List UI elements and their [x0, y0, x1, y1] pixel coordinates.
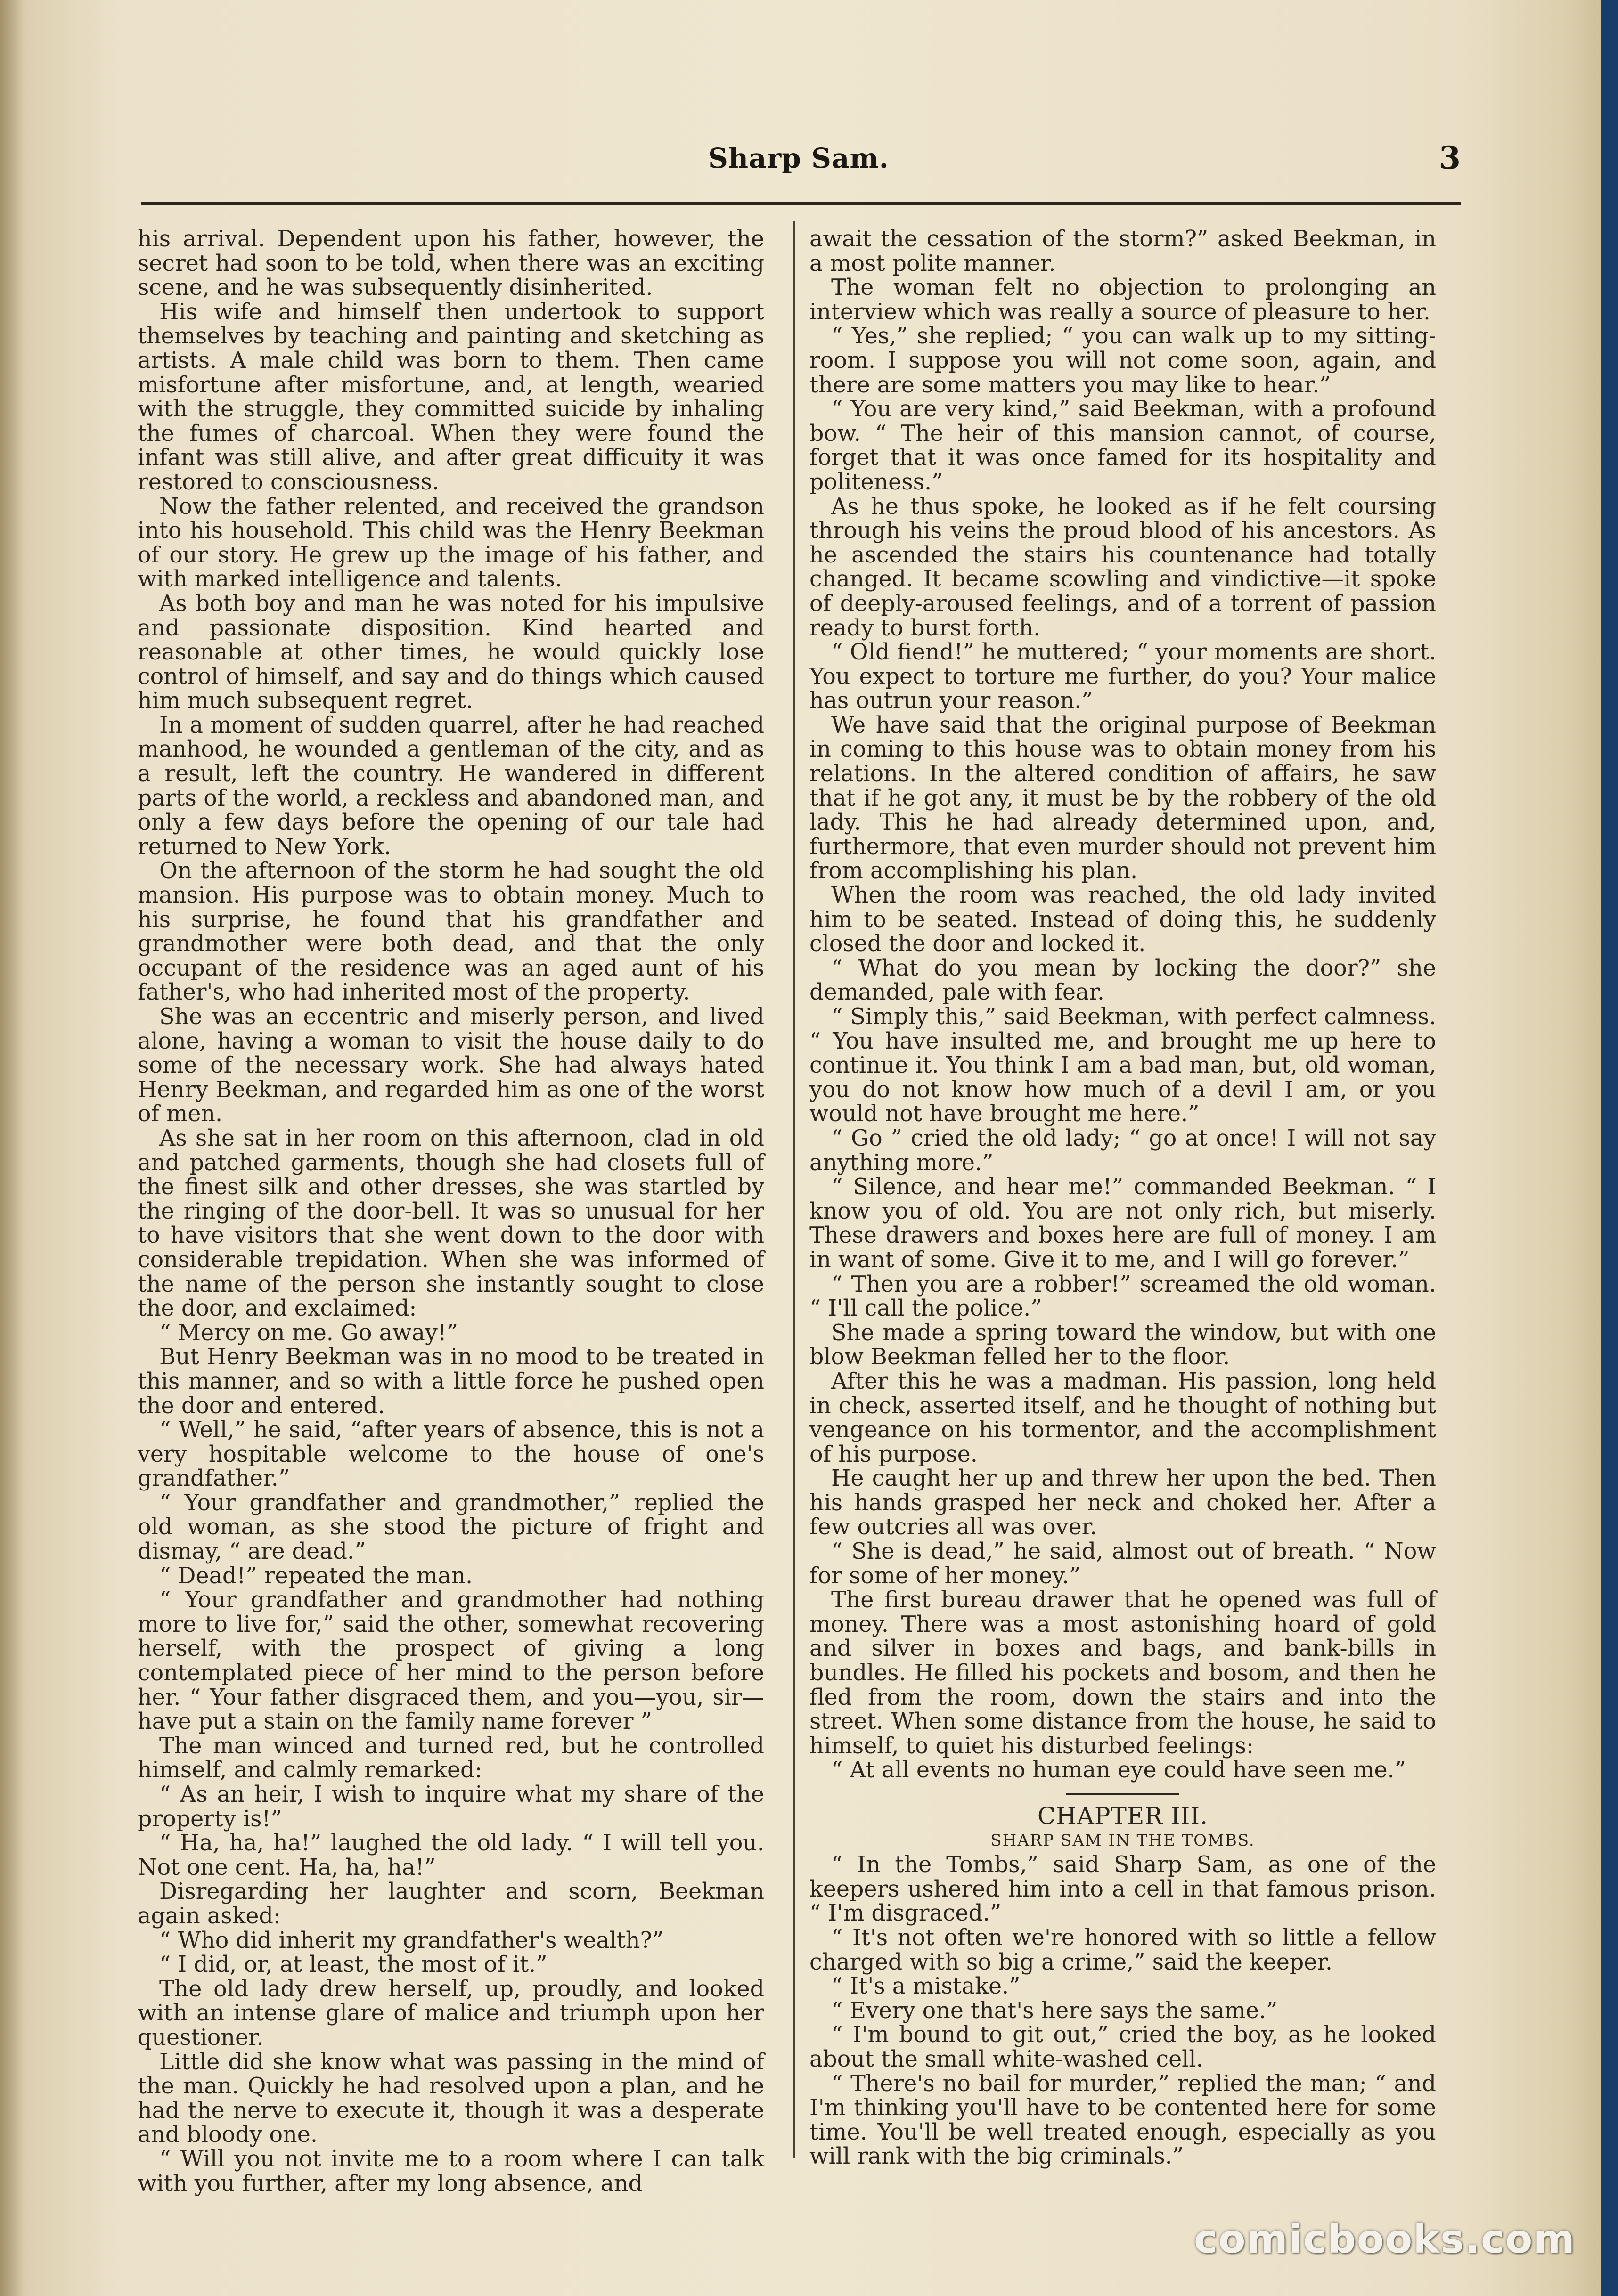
paragraph: “ At all events no human eye could have seen me.” [831, 1757, 1406, 1783]
paragraph: Now the father relented, and received the grandson into his household. This child was the Henry Beekman of our story. He grew up the image of his father, and with marked intelligence and talents. [138, 493, 764, 593]
paragraph: His wife and himself then undertook to support themselves by teaching and painting and sketching as artists. A male child was born to them. Then came misfortune after misfortune, and, at length, wearied with the struggle, they committed suicide by inhaling the fumes of charcoal. When they were found the infant was still alive, and after great difficuity it was restored to consciousness. [138, 299, 764, 495]
paragraph: “ Your grandfather and grandmother had nothing more to live for,” said the other, somewhat recovering herself, with the prospect of giving a long contemplated piece of her mind to the person before her. “ Your father disgraced them, and you—you, sir—have put a stain on the family name forever ” [138, 1587, 764, 1735]
paragraph: Disregarding her laughter and scorn, Beekman again asked: [138, 1879, 764, 1929]
paragraph: “ I did, or, at least, the most of it.” [159, 1952, 548, 1978]
chapter-heading: CHAPTER III. [1037, 1802, 1209, 1830]
paragraph: “ Simply this,” said Beekman, with perfect calmness. “ You have insulted me, and brought me up here to continue it. You think I am a bad man, but, old woman, you do not know how much of a devil I am, or you would not have brought me here.” [809, 1004, 1436, 1127]
paragraph: “ Every one that's here says the same.” [831, 1997, 1278, 2024]
paragraph: Little did she know what was passing in the mind of the man. Quickly he had resolved upon a plan, and he had the nerve to execute it, though it was a desperate and bloody one. [138, 2049, 764, 2148]
paragraph: The old lady drew herself, up, proudly, and looked with an intense glare of malice and triumph upon her questioner. [138, 1976, 764, 2051]
paragraph: As both boy and man he was noted for his impulsive and passionate disposition. Kind hearted and reasonable at other times, he would quickly lose control of himself, and say and do things which caused him much subsequent regret. [138, 590, 764, 714]
page-spine-shadow [0, 0, 24, 2296]
paragraph: She was an eccentric and miserly person, and lived alone, having a woman to visit the house daily to do some of the necessary work. She had always hated Henry Beekman, and regarded him as one of the worst of men. [138, 1004, 764, 1127]
paragraph: The first bureau drawer that he opened was full of money. There was a most astonishing hoard of gold and silver in boxes and bags, and bank-bills in bundles. He filled his pockets and bosom, and then he fled from the room, down the stairs and into the street. When some distance from the house, he said to himself, to quiet his disturbed feelings: [809, 1587, 1436, 1759]
paragraph: “ Silence, and hear me!” commanded Beekman. “ I know you of old. You are not only rich, but miserly. These drawers and boxes here are full of money. I am in want of some. Give it to me, and I will go forever.” [809, 1174, 1436, 1273]
header-rule [141, 202, 1461, 205]
paragraph: “ It's a mistake.” [831, 1973, 1021, 2000]
page-number: 3 [1439, 139, 1461, 176]
right-column [809, 227, 1436, 2169]
running-title: Sharp Sam. [708, 142, 889, 174]
paragraph: When the room was reached, the old lady invited him to be seated. Instead of doing this, he suddenly closed the door and locked it. [809, 882, 1436, 957]
paragraph: “ I'm bound to git out,” cried the boy, as he looked about the small white-washed cell. [809, 2022, 1436, 2072]
paragraph: But Henry Beekman was in no mood to be treated in this manner, and so with a little force he pushed open the door and entered. [138, 1344, 764, 1419]
page-edge-background [1601, 0, 1618, 2296]
left-column [138, 227, 764, 2196]
section-separator [1066, 1793, 1179, 1795]
paragraph: On the afternoon of the storm he had sought the old mansion. His purpose was to obtain money. Much to his surprise, he found that his grandfather and grandmother were both dead, and that the only occupant of the residence was an aged aunt of his father's, who had inherited most of the property. [138, 858, 764, 1006]
paragraph: “ Ha, ha, ha!” laughed the old lady. “ I will tell you. Not one cent. Ha, ha, ha!” [138, 1830, 764, 1881]
paragraph: “ Go ” cried the old lady; “ go at once! I will not say anything more.” [809, 1125, 1436, 1176]
paragraph: “ Dead!” repeated the man. [159, 1563, 473, 1589]
paragraph: “ Yes,” she replied; “ you can walk up to my sitting-room. I suppose you will not come soon, again, and there are some matters you may like to hear.” [809, 323, 1436, 398]
paragraph: “ Then you are a robber!” screamed the old woman. “ I'll call the police.” [809, 1271, 1436, 1322]
paragraph: “ What do you mean by locking the door?” she demanded, pale with fear. [809, 955, 1436, 1006]
paragraph: “ As an heir, I wish to inquire what my share of the property is!” [138, 1782, 764, 1832]
site-watermark: comicbooks.com [1194, 2216, 1576, 2262]
paragraph: “ In the Tombs,” said Sharp Sam, as one of the keepers ushered him into a cell in that famous prison. “ I'm disgraced.” [809, 1852, 1436, 1927]
paragraph: “ Old fiend!” he muttered; “ your moments are short. You expect to torture me further, do you? Your malice has outrun your reason.” [809, 639, 1436, 714]
paragraph: “ You are very kind,” said Beekman, with a profound bow. “ The heir of this mansion cannot, of course, forget that it was once famed for its hospitality and politeness.” [809, 396, 1436, 495]
paragraph: In a moment of sudden quarrel, after he had reached manhood, he wounded a gentleman of the city, and as a result, left the country. He wandered in different parts of the world, a reckless and abandoned man, and only a few days before the opening of our tale had returned to New York. [138, 712, 764, 860]
paragraph: After this he was a madman. His passion, long held in check, asserted itself, and he thought of nothing but vengeance on his tormentor, and the accomplishment of his purpose. [809, 1368, 1436, 1467]
paragraph: “ Well,” he said, “after years of absence, this is not a very hospitable welcome to the house of one's grandfather.” [138, 1417, 764, 1492]
running-header [137, 137, 1461, 188]
paragraph: await the cessation of the storm?” asked Beekman, in a most polite manner. [809, 226, 1436, 277]
paragraph: “ Mercy on me. Go away!” [159, 1319, 458, 1346]
paragraph: As he thus spoke, he looked as if he felt coursing through his veins the proud blood of his ancestors. As he ascended the stairs his countenance had totally changed. It became scowling and vindictive—it spoke of deeply-aroused feelings, and of a torrent of passion ready to burst forth. [809, 493, 1436, 641]
paragraph: his arrival. Dependent upon his father, however, the secret had soon to be told, when there was an exciting scene, and he was subsequently disinherited. [138, 226, 764, 301]
paragraph: “ Your grandfather and grandmother,” replied the old woman, as she stood the picture of fright and dismay, “ are dead.” [138, 1490, 764, 1565]
chapter-subheading: SHARP SAM IN THE TOMBS. [990, 1831, 1255, 1850]
paragraph: She made a spring toward the window, but with one blow Beekman felled her to the floor. [809, 1319, 1436, 1370]
paragraph: We have said that the original purpose of Beekman in coming to this house was to obtain money from his relations. In the altered condition of affairs, he saw that if he got any, it must be by the robbery of the old lady. This he had already determined upon, and, furthermore, that even murder should not prevent him from accomplishing his plan. [809, 712, 1436, 884]
paragraph: The man winced and turned red, but he controlled himself, and calmly remarked: [138, 1733, 764, 1783]
paragraph: “ Will you not invite me to a room where I can talk with you further, after my long absence, and [138, 2146, 764, 2197]
paragraph: “ It's not often we're honored with so little a fellow charged with so big a crime,” said the keeper. [809, 1924, 1436, 1975]
column-divider [793, 221, 795, 2158]
paragraph: He caught her up and threw her upon the bed. Then his hands grasped her neck and choked her. After a few outcries all was over. [809, 1466, 1436, 1540]
paragraph: As she sat in her room on this afternoon, clad in old and patched garments, though she had closets full of the finest silk and other dresses, she was startled by the ringing of the door-bell. It was so unusual for her to have visitors that she went down to the door with considerable trepidation. When she was informed of the name of the person she instantly sought to close the door, and exclaimed: [138, 1125, 764, 1322]
paragraph: “ There's no bail for murder,” replied the man; “ and I'm thinking you'll have to be contented here for some time. You'll be well treated enough, especially as you will rank with the big criminals.” [809, 2070, 1436, 2170]
paragraph: “ Who did inherit my grandfather's wealth?” [159, 1927, 664, 1954]
paragraph: The woman felt no objection to prolonging an interview which was really a source of pleasure to her. [809, 275, 1436, 325]
paragraph: “ She is dead,” he said, almost out of breath. “ Now for some of her money.” [809, 1539, 1436, 1589]
